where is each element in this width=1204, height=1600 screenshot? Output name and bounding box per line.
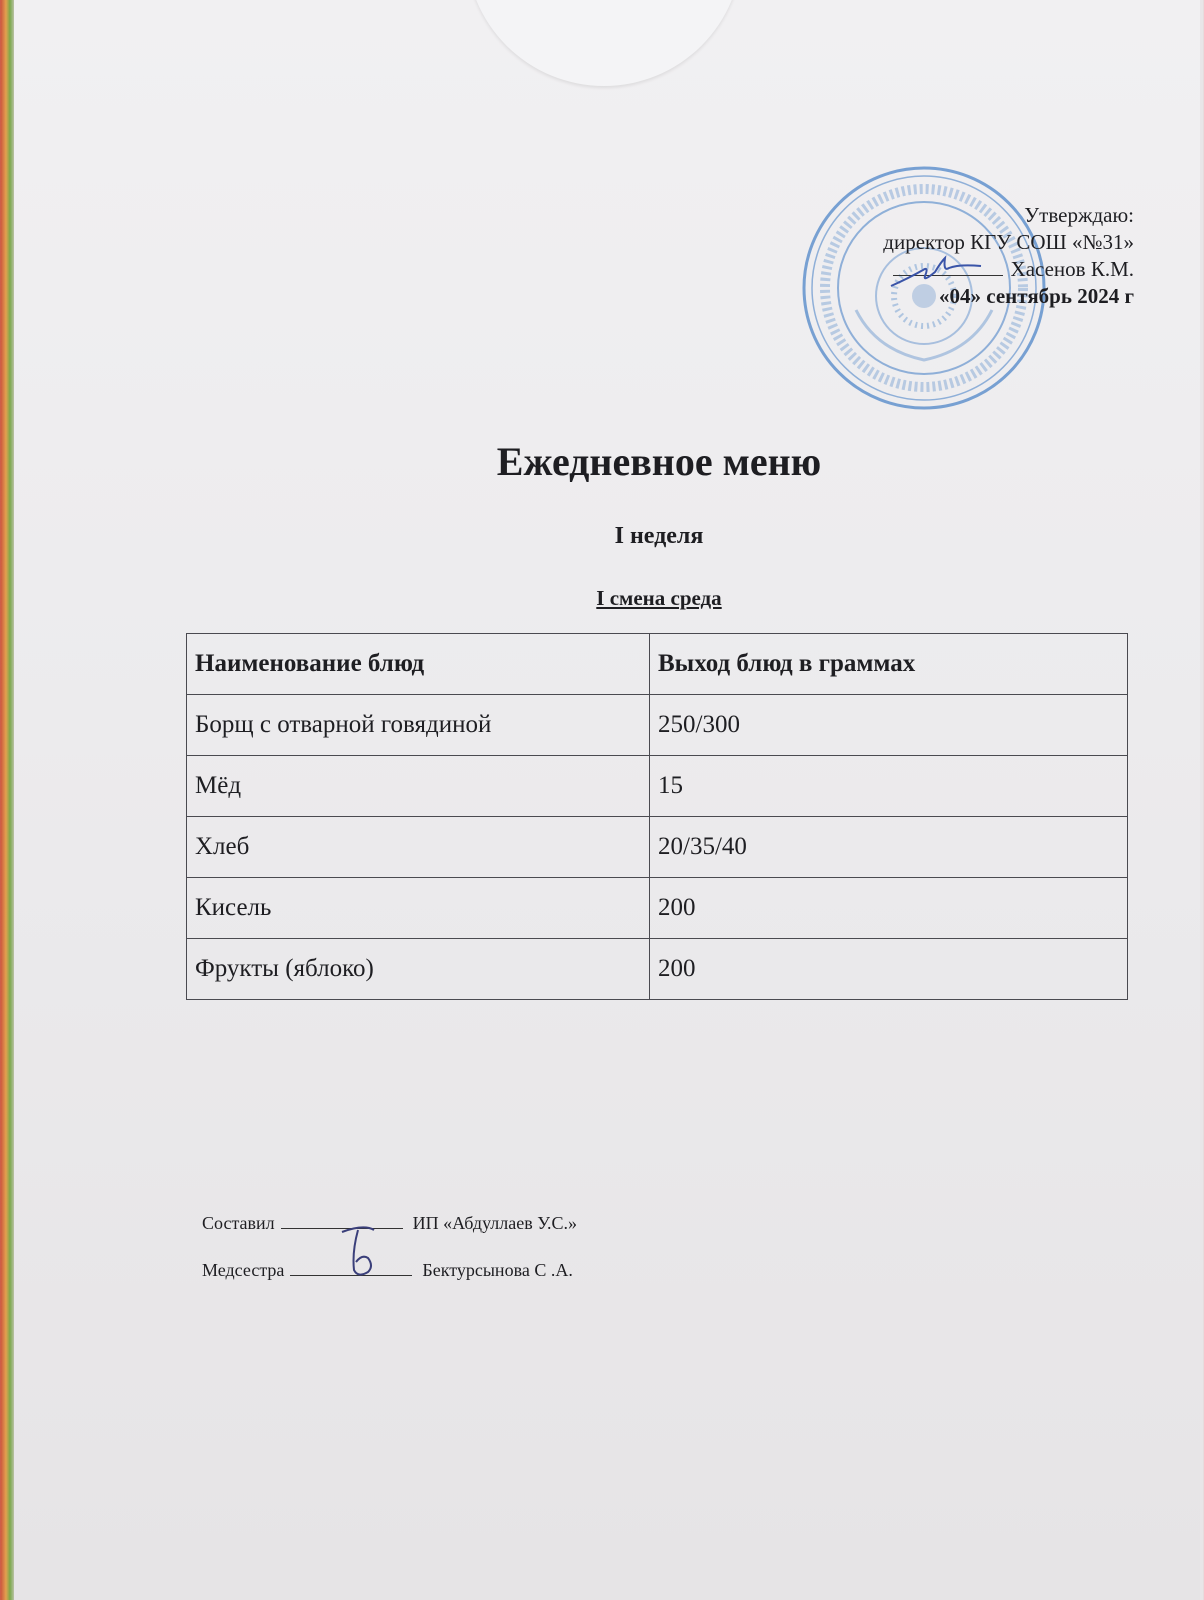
compiled-by-name: ИП «Абдуллаев У.С.»	[412, 1213, 578, 1233]
dish-name: Фрукты (яблоко)	[187, 939, 650, 1000]
nurse-label: Медсестра	[202, 1260, 285, 1280]
dish-portion: 20/35/40	[650, 817, 1128, 878]
header-portion: Выход блюд в граммах	[650, 634, 1128, 695]
director-title: директор КГУ СОШ «№31»	[883, 230, 1134, 254]
sleeve-notch	[466, 0, 742, 86]
header-dish-name: Наименование блюд	[187, 634, 650, 695]
nurse-signature	[334, 1222, 394, 1282]
dish-portion: 250/300	[650, 695, 1128, 756]
menu-table	[186, 633, 1128, 1000]
table-row	[187, 817, 1128, 878]
week-label: I неделя	[614, 523, 704, 549]
dish-name: Кисель	[187, 878, 650, 939]
director-signature	[889, 252, 989, 292]
compiled-label: Составил	[202, 1213, 275, 1233]
table-row	[187, 756, 1128, 817]
dish-portion: 15	[650, 756, 1128, 817]
table-row	[187, 939, 1128, 1000]
document-sheet	[14, 0, 1200, 1600]
nurse-name: Бектурсынова С .А.	[422, 1260, 573, 1280]
table-header-row	[187, 634, 1128, 695]
table-row	[187, 695, 1128, 756]
dish-name: Хлеб	[187, 817, 650, 878]
dish-portion: 200	[650, 939, 1128, 1000]
director-name-text: Хасенов К.М.	[1010, 257, 1134, 281]
dish-name: Борщ с отварной говядиной	[187, 695, 650, 756]
approval-heading: Утверждаю:	[1024, 203, 1134, 227]
shift-label: I смена среда	[596, 586, 722, 610]
dish-name: Мёд	[187, 756, 650, 817]
page-title: Ежедневное меню	[496, 439, 822, 484]
table-row	[187, 878, 1128, 939]
approval-date: «04» сентябрь 2024 г	[939, 284, 1134, 308]
dish-portion: 200	[650, 878, 1128, 939]
